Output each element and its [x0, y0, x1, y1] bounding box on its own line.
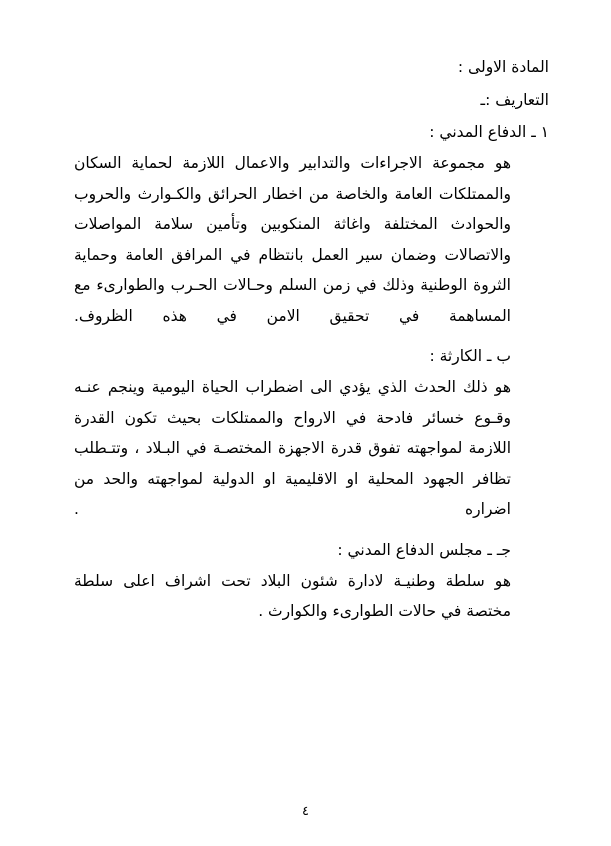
definition-marker-3: جـ ـ مجلس الدفاع المدني :: [337, 540, 511, 559]
definition-marker-1: ١ ـ الدفاع المدني :: [429, 123, 549, 141]
article-title: المادة الاولى :: [457, 58, 549, 76]
definition-text-3: هو سلطة وطنيـة لادارة شئون البلاد تحت اشراف اعلى سلطة مختصة في حالات الطوارىء والكوارث .: [74, 571, 511, 620]
definition-text-2: هو ذلك الحدث الذي يؤدي الى اضطراب الحياة اليومية وينجم عنـه وقـوع خسائر فادحة في الارواح والممتلكات بحيث تكون القدرة اللازمة لمواجهته تفوق قدرة الاجهزة المختصـة في البـلاد ، وتتـطلب تظافر الجهود المحلية او الاقليمية او الدولية لمواجهته والحد من اضراره .: [74, 378, 511, 518]
definition-text-1: هو مجموعة الاجراءات والتدابير والاعمال اللازمة لحماية السكان والممتلكات العامة والخاصة من اخطار الحرائق والكـوارث والحروب والحوادث المختلفة واغاثة المنكوبين وتأمين سلامة المواصلات والاتصالات وضمان سير العمل بانتظام في المرافق العامة وحماية الثروة الوطنية وذلك في زمن السلم وحـالات الحـرب والطوارىء مع المساهمة في تحقيق الامن في هذه الظروف.: [74, 154, 511, 325]
definition-marker-2: ب ـ الكارثة :: [429, 347, 511, 365]
section-title: التعاريف :ـ: [480, 91, 549, 109]
page-number: ٤: [302, 804, 309, 819]
definition-entry-1: [62, 117, 549, 331]
definition-entry-2: [62, 341, 549, 525]
document-body: [62, 52, 549, 627]
definition-entry-3: [62, 535, 549, 627]
